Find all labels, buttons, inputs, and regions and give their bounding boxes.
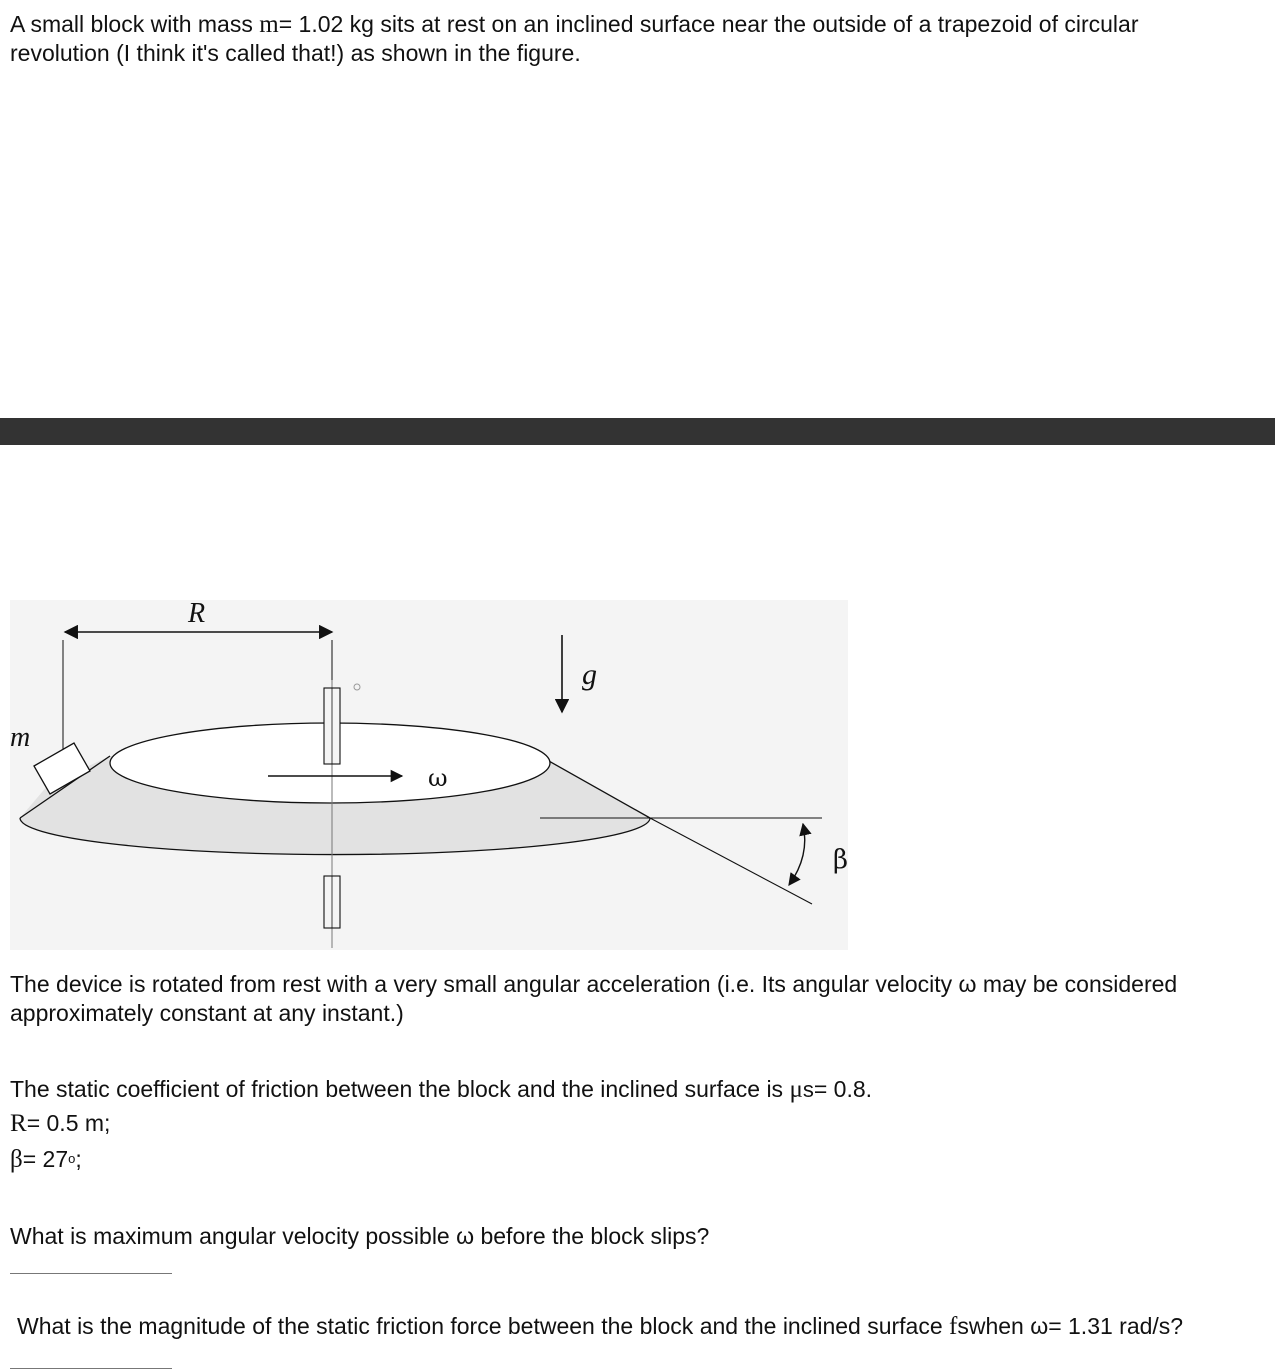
question-1: What is maximum angular velocity possible ω before the block slips? <box>10 1223 710 1249</box>
intro-line-1: A small block with mass m= 1.02 kg sits at rest on an inclined surface near the outside of a trapezoid of circular <box>10 11 1139 38</box>
rotation-line-2: approximately constant at any instant.) <box>10 1000 404 1026</box>
answer-blank-2[interactable] <box>10 1368 172 1369</box>
mass-label: m <box>10 722 31 753</box>
problem-figure <box>10 600 848 950</box>
beta-symbol: β <box>10 1146 23 1173</box>
dark-divider-bar <box>0 418 1275 445</box>
omega-label: ω <box>428 764 448 792</box>
q2-f-symbol: f <box>949 1313 958 1340</box>
gravity-label: g <box>582 658 597 691</box>
axle-top-dot <box>354 684 360 690</box>
q1-omega-symbol: ω <box>456 1223 475 1249</box>
friction-line: The static coefficient of friction between the block and the inclined surface is μs= 0.8. <box>10 1076 873 1103</box>
mu-symbol: μ <box>789 1076 803 1103</box>
mass-symbol: m <box>259 11 279 38</box>
answer-blank-1[interactable] <box>10 1273 172 1274</box>
intro-line-2: revolution (I think it's called that!) as shown in the figure. <box>10 40 581 66</box>
beta-label: β <box>833 845 848 875</box>
rotation-line-1: The device is rotated from rest with a very small angular acceleration (i.e. Its angular velocity ω may be considered <box>10 971 1178 997</box>
radius-given-line: R= 0.5 m; <box>10 1110 111 1137</box>
beta-given-line: $\beta= 27^o$; <box>10 1146 82 1173</box>
radius-symbol: R <box>10 1110 27 1137</box>
radius-label: R <box>188 600 206 629</box>
question-2: What is the magnitude of the static friction force between the block and the inclined surface fswhen ω= 1.31 rad/s? <box>17 1313 1184 1340</box>
